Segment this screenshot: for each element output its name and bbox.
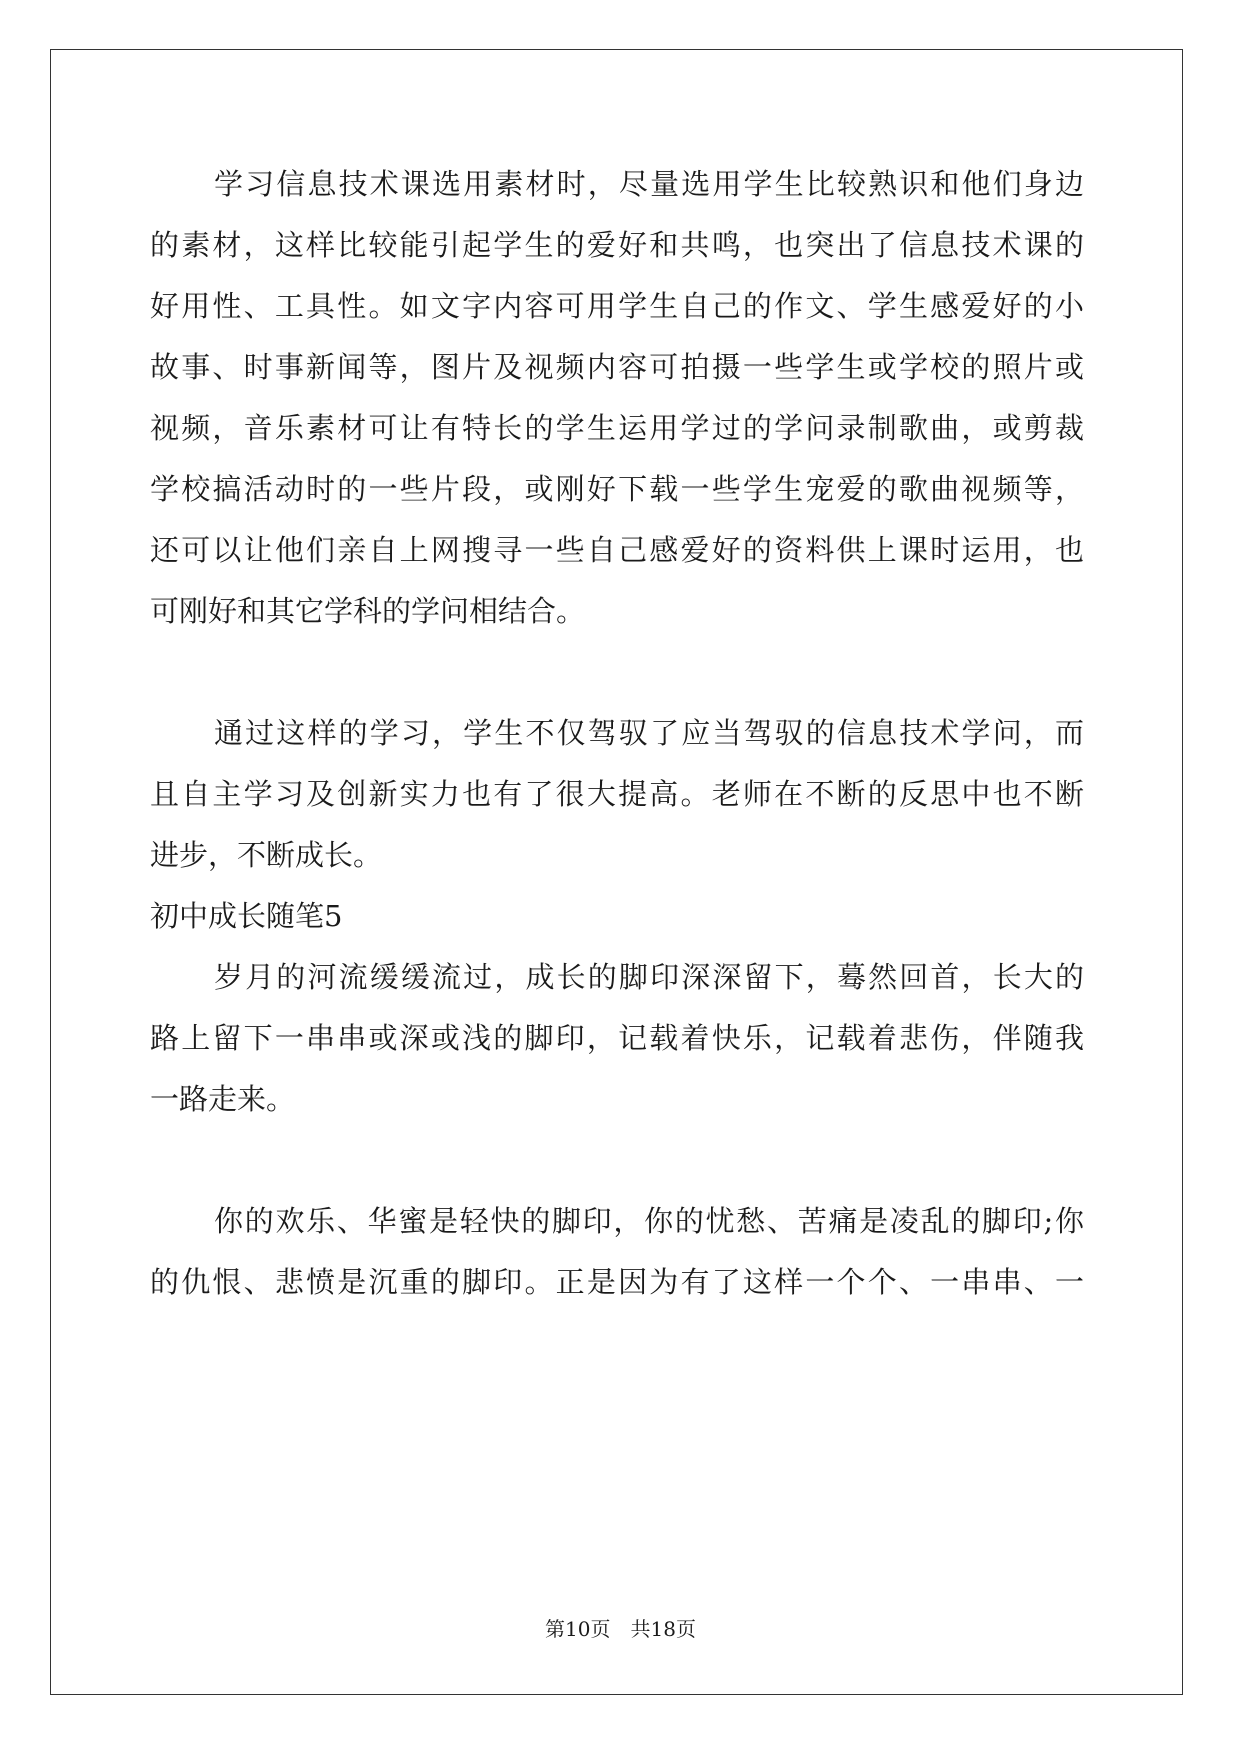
text-line: 你的欢乐、华蜜是轻快的脚印，你的忧愁、苦痛是凌乱的脚印;你 (214, 1204, 1084, 1238)
paragraph (150, 164, 1084, 652)
section-heading: 初中成长随笔5 (150, 899, 343, 933)
text-line: 一路走来。 (150, 1082, 296, 1116)
text-line: 的素材，这样比较能引起学生的爱好和共鸣，也突出了信息技术课的 (150, 228, 1084, 262)
text-line: 视频，音乐素材可让有特长的学生运用学过的学问录制歌曲，或剪裁 (150, 411, 1084, 445)
page-number: 第10页 共18页 (545, 1617, 696, 1641)
text-line: 学校搞活动时的一些片段，或刚好下载一些学生宠爱的歌曲视频等， (150, 472, 1084, 506)
text-line: 故事、时事新闻等，图片及视频内容可拍摄一些学生或学校的照片或 (150, 350, 1084, 384)
paragraph (150, 957, 1084, 1140)
paragraph-gap (150, 1140, 1084, 1201)
text-line: 好用性、工具性。如文字内容可用学生自己的作文、学生感爱好的小 (150, 289, 1084, 323)
text-line: 岁月的河流缓缓流过，成长的脚印深深留下，蓦然回首，长大的 (214, 960, 1084, 994)
document-body (150, 164, 1084, 1323)
text-line: 学习信息技术课选用素材时，尽量选用学生比较熟识和他们身边 (214, 167, 1084, 201)
text-line: 通过这样的学习，学生不仅驾驭了应当驾驭的信息技术学问，而 (214, 716, 1084, 750)
paragraph (150, 713, 1084, 896)
text-line: 可刚好和其它学科的学问相结合。 (150, 594, 586, 628)
paragraph (150, 1201, 1084, 1323)
text-line: 路上留下一串串或深或浅的脚印，记载着快乐，记载着悲伤，伴随我 (150, 1021, 1084, 1055)
text-line: 还可以让他们亲自上网搜寻一些自己感爱好的资料供上课时运用，也 (150, 533, 1084, 567)
paragraph-gap (150, 652, 1084, 713)
text-line: 的仇恨、悲愤是沉重的脚印。正是因为有了这样一个个、一串串、一 (150, 1265, 1084, 1299)
text-line: 且自主学习及创新实力也有了很大提高。老师在不断的反思中也不断 (150, 777, 1084, 811)
text-line: 进步，不断成长。 (150, 838, 383, 872)
